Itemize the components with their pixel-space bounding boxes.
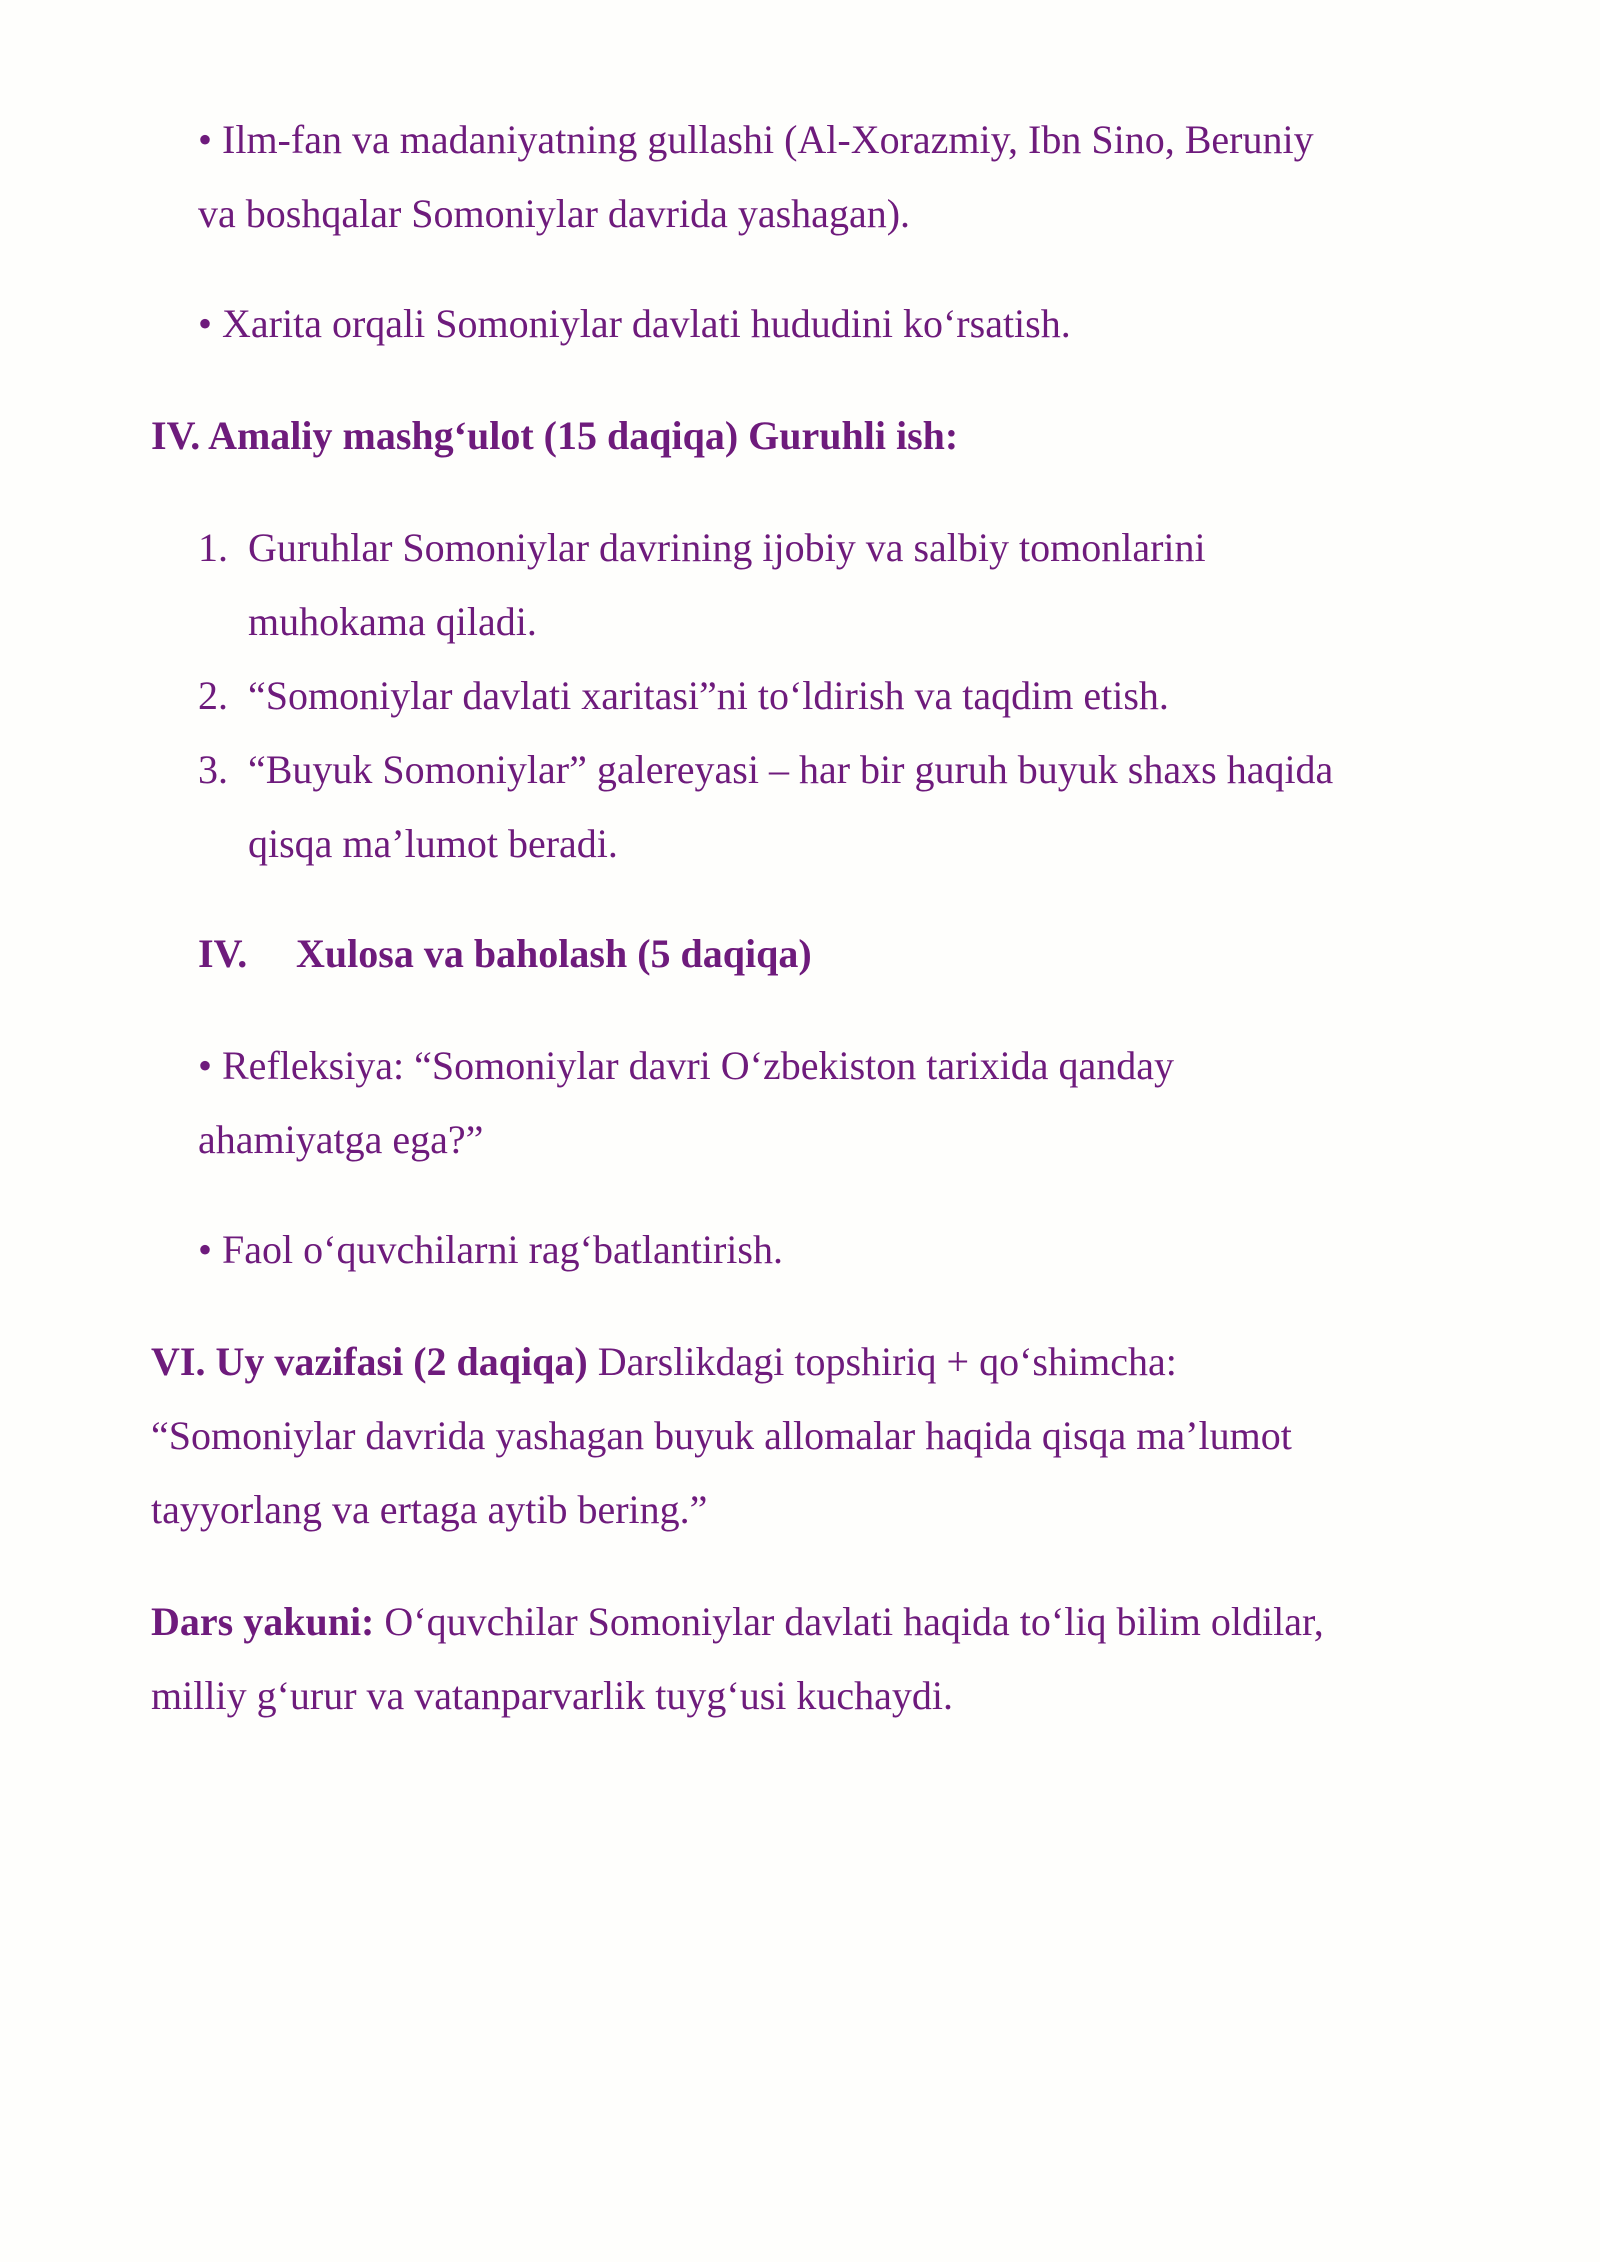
section-heading-practice: IV. Amaliy mashg‘ulot (15 daqiqa) Guruhli ish: [151, 413, 959, 458]
lesson-end-label: Dars yakuni: [151, 1599, 375, 1644]
lesson-end-text-1: O‘quvchilar Somoniylar davlati haqida to‘liq bilim oldilar, [374, 1599, 1324, 1644]
numbered-item-3-line-1 [198, 746, 1333, 794]
homework-line-1 [151, 1338, 1177, 1386]
homework-line-2: “Somoniylar davrida yashagan buyuk allomalar haqida qisqa ma’lumot [151, 1413, 1292, 1458]
homework-heading: VI. Uy vazifasi (2 daqiqa) [151, 1339, 588, 1384]
numbered-item-1-number: 1. [198, 525, 228, 570]
homework-text-1: Darslikdagi topshiriq + qo‘shimcha: [587, 1339, 1177, 1384]
numbered-item-3-text: “Buyuk Somoniylar” galereyasi – har bir guruh buyuk shaxs haqida [248, 747, 1334, 792]
bullet-encourage-students: • Faol o‘quvchilarni rag‘batlantirish. [198, 1227, 783, 1272]
numbered-item-3-number: 3. [198, 747, 228, 792]
bullet-science-culture-line-2: va boshqalar Somoniylar davrida yashagan). [198, 191, 911, 236]
homework-line-3: tayyorlang va ertaga aytib bering.” [151, 1487, 708, 1532]
section-heading-conclusion-title: Xulosa va baholash (5 daqiqa) [296, 931, 812, 976]
lesson-end-line-2: milliy g‘urur va vatanparvarlik tuyg‘usi kuchaydi. [151, 1673, 954, 1718]
numbered-item-2 [198, 672, 1169, 720]
bullet-science-culture-line-1: • Ilm-fan va madaniyatning gullashi (Al-Xorazmiy, Ibn Sino, Beruniy [198, 117, 1314, 162]
numbered-item-2-number: 2. [198, 673, 228, 718]
numbered-item-3-line-2: qisqa ma’lumot beradi. [248, 821, 618, 866]
numbered-item-1-line-1 [198, 524, 1206, 572]
bullet-map-territory: • Xarita orqali Somoniylar davlati hududini ko‘rsatish. [198, 301, 1071, 346]
numbered-item-1-line-2: muhokama qiladi. [248, 599, 537, 644]
section-heading-conclusion-numeral: IV. [198, 931, 248, 976]
bullet-reflection-line-2: ahamiyatga ega?” [198, 1117, 484, 1162]
bullet-reflection-line-1: • Refleksiya: “Somoniylar davri O‘zbekiston tarixida qanday [198, 1043, 1174, 1088]
lesson-end-line-1 [151, 1598, 1324, 1646]
numbered-item-1-text: Guruhlar Somoniylar davrining ijobiy va salbiy tomonlarini [248, 525, 1206, 570]
numbered-item-2-text: “Somoniylar davlati xaritasi”ni to‘ldirish va taqdim etish. [248, 673, 1169, 718]
section-heading-conclusion [198, 930, 812, 978]
